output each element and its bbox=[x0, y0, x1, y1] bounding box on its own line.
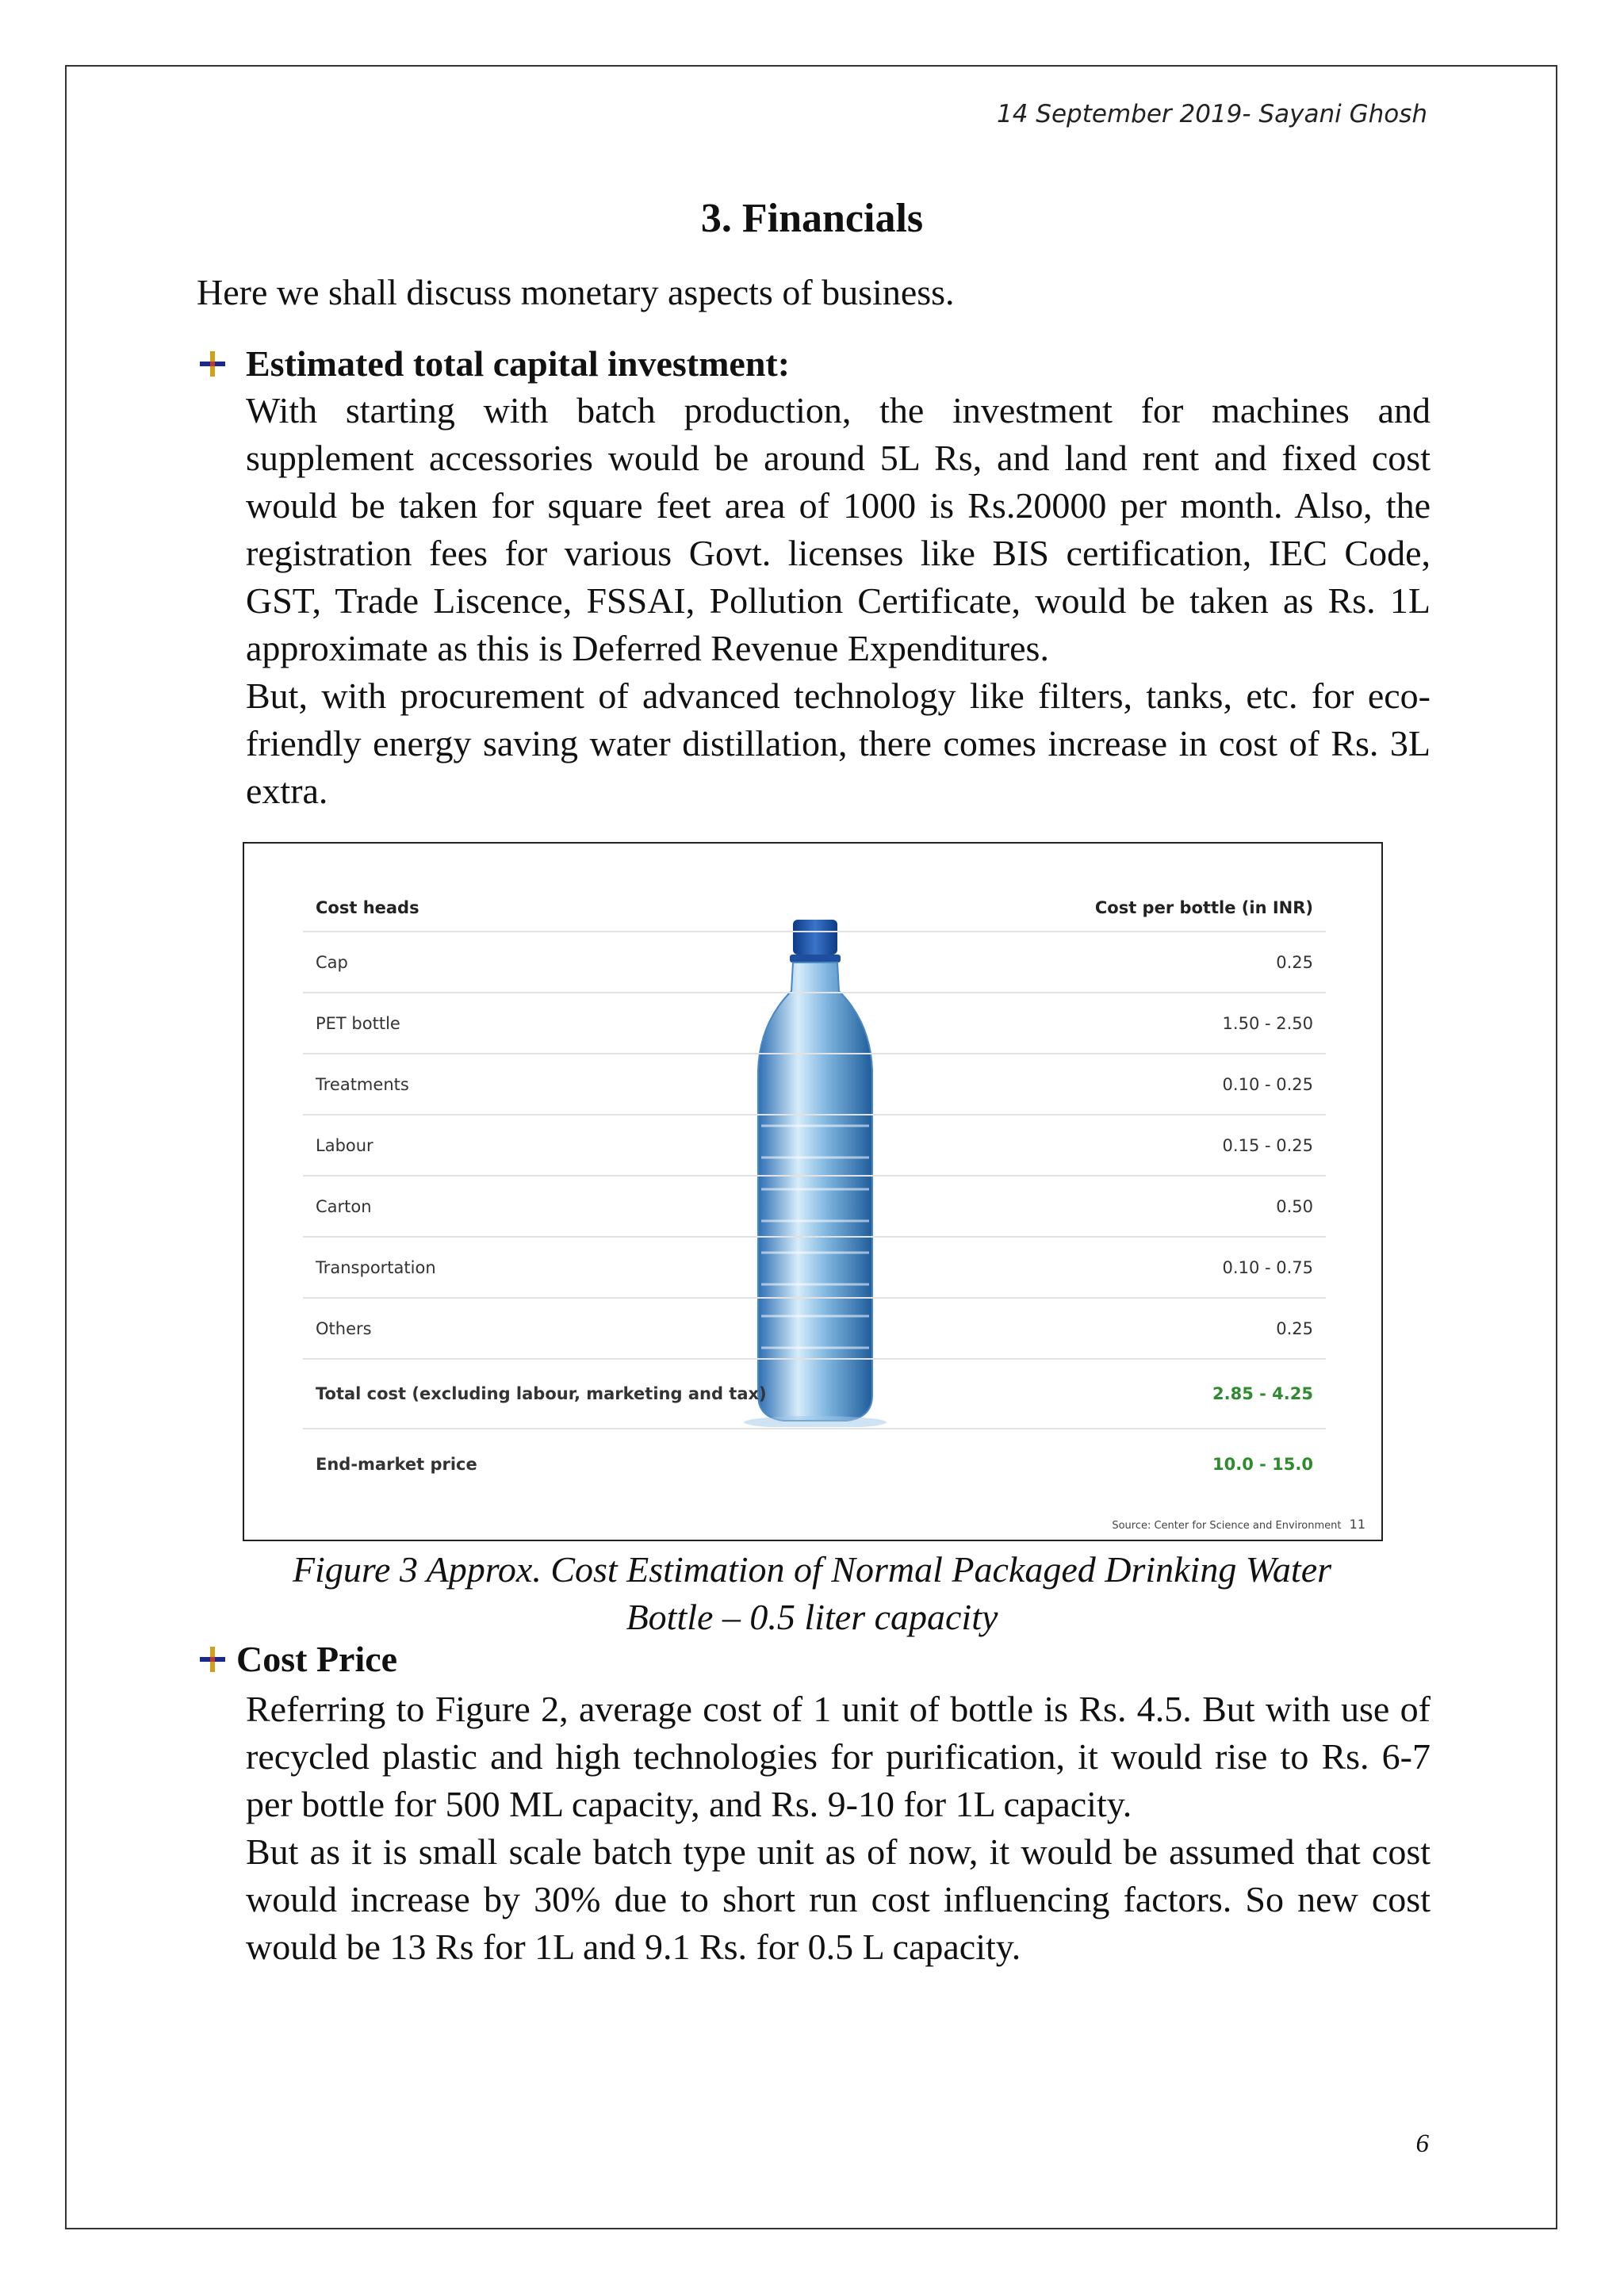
cost-head: PET bottle bbox=[316, 1013, 400, 1033]
cost-price-paragraph-2: But as it is small scale batch type unit as of now, it would be assumed that cost would increase by 30% due to short run cost influencing factors. So new cost would be 13 Rs for 1L and 9.1 Rs. for 0.5 L capacity. bbox=[246, 1831, 1431, 1967]
capital-investment-paragraph-2: But, with procurement of advanced technology like filters, tanks, etc. for eco-friendly energy saving water distillation, there comes increase in cost of Rs. 3L extra. bbox=[246, 675, 1431, 811]
end-market-price-value: 10.0 - 15.0 bbox=[1212, 1455, 1313, 1474]
cost-value: 0.15 - 0.25 bbox=[1222, 1135, 1313, 1155]
cost-value: 1.50 - 2.50 bbox=[1222, 1013, 1313, 1033]
cost-value: 0.10 - 0.75 bbox=[1222, 1257, 1313, 1277]
figure-caption bbox=[0, 1546, 1624, 1641]
table-row bbox=[303, 1177, 1326, 1238]
cost-table-header bbox=[303, 885, 1326, 932]
cost-price-paragraph-1: Referring to Figure 2, average cost of 1 unit of bottle is Rs. 4.5. But with use of recycled plastic and high technologies for purification, it would rise to Rs. 6-7 per bottle for 500 ML capacity, and Rs. 9-10 for 1L capacity. bbox=[246, 1689, 1431, 1824]
cost-value: 0.10 - 0.25 bbox=[1222, 1074, 1313, 1094]
cost-estimation-figure bbox=[243, 842, 1383, 1541]
cost-head: Cap bbox=[316, 952, 348, 972]
cost-price-text bbox=[246, 1686, 1431, 1971]
cost-value: 0.25 bbox=[1276, 1318, 1313, 1338]
table-row bbox=[303, 1299, 1326, 1360]
cost-table bbox=[303, 885, 1326, 1499]
bullet-cross-icon bbox=[197, 348, 228, 380]
figure-source-note bbox=[1112, 1517, 1365, 1532]
table-row bbox=[303, 1238, 1326, 1299]
table-row bbox=[303, 932, 1326, 993]
figure-caption-line-1: Figure 3 Approx. Cost Estimation of Normal Packaged Drinking Water bbox=[292, 1549, 1332, 1590]
end-market-price-head: End-market price bbox=[316, 1455, 477, 1474]
table-row bbox=[303, 1054, 1326, 1115]
page-number: 6 bbox=[1415, 2130, 1429, 2158]
capital-investment-heading: Estimated total capital investment: bbox=[246, 343, 791, 384]
cost-price-heading-row bbox=[197, 1638, 397, 1680]
bullet-cross-icon bbox=[197, 1644, 228, 1675]
cost-value: 0.50 bbox=[1276, 1196, 1313, 1216]
cost-value: 0.25 bbox=[1276, 952, 1313, 972]
table-row bbox=[303, 1115, 1326, 1177]
figure-source: Source: Center for Science and Environment bbox=[1112, 1520, 1342, 1532]
figure-caption-line-2: Bottle – 0.5 liter capacity bbox=[626, 1597, 998, 1637]
section-intro: Here we shall discuss monetary aspects of business. bbox=[197, 272, 955, 312]
cost-head: Treatments bbox=[316, 1074, 409, 1094]
cost-heads-column-header: Cost heads bbox=[316, 898, 419, 917]
slide-number: 11 bbox=[1349, 1517, 1365, 1532]
table-row bbox=[303, 993, 1326, 1054]
capital-investment-paragraph-1: With starting with batch production, the investment for machines and supplement accessories would be around 5L Rs, and land rent and fixed cost would be taken for square feet area of 1000 is Rs.20000 per month. Also, the registration fees for various Govt. licenses like BIS certification, IEC Code, GST, Trade Liscence, FSSAI, Pollution Certificate, would be taken as Rs. 1L approximate as this is Deferred Revenue Expenditures. bbox=[246, 390, 1431, 668]
end-market-price-row bbox=[303, 1429, 1326, 1499]
cost-head: Carton bbox=[316, 1196, 372, 1216]
cost-head: Others bbox=[316, 1318, 372, 1338]
total-cost-row bbox=[303, 1360, 1326, 1429]
capital-investment-text bbox=[246, 387, 1431, 815]
cost-per-bottle-column-header: Cost per bottle (in INR) bbox=[1094, 898, 1313, 917]
cost-price-heading: Cost Price bbox=[236, 1639, 398, 1679]
total-cost-value: 2.85 - 4.25 bbox=[1212, 1384, 1313, 1403]
cost-head: Labour bbox=[316, 1135, 373, 1155]
cost-head: Transportation bbox=[316, 1257, 436, 1277]
total-cost-head: Total cost (excluding labour, marketing and tax) bbox=[316, 1384, 767, 1403]
capital-investment-heading-row bbox=[197, 342, 790, 385]
header-date-author: 14 September 2019- Sayani Ghosh bbox=[997, 100, 1427, 128]
section-title: 3. Financials bbox=[700, 196, 924, 241]
